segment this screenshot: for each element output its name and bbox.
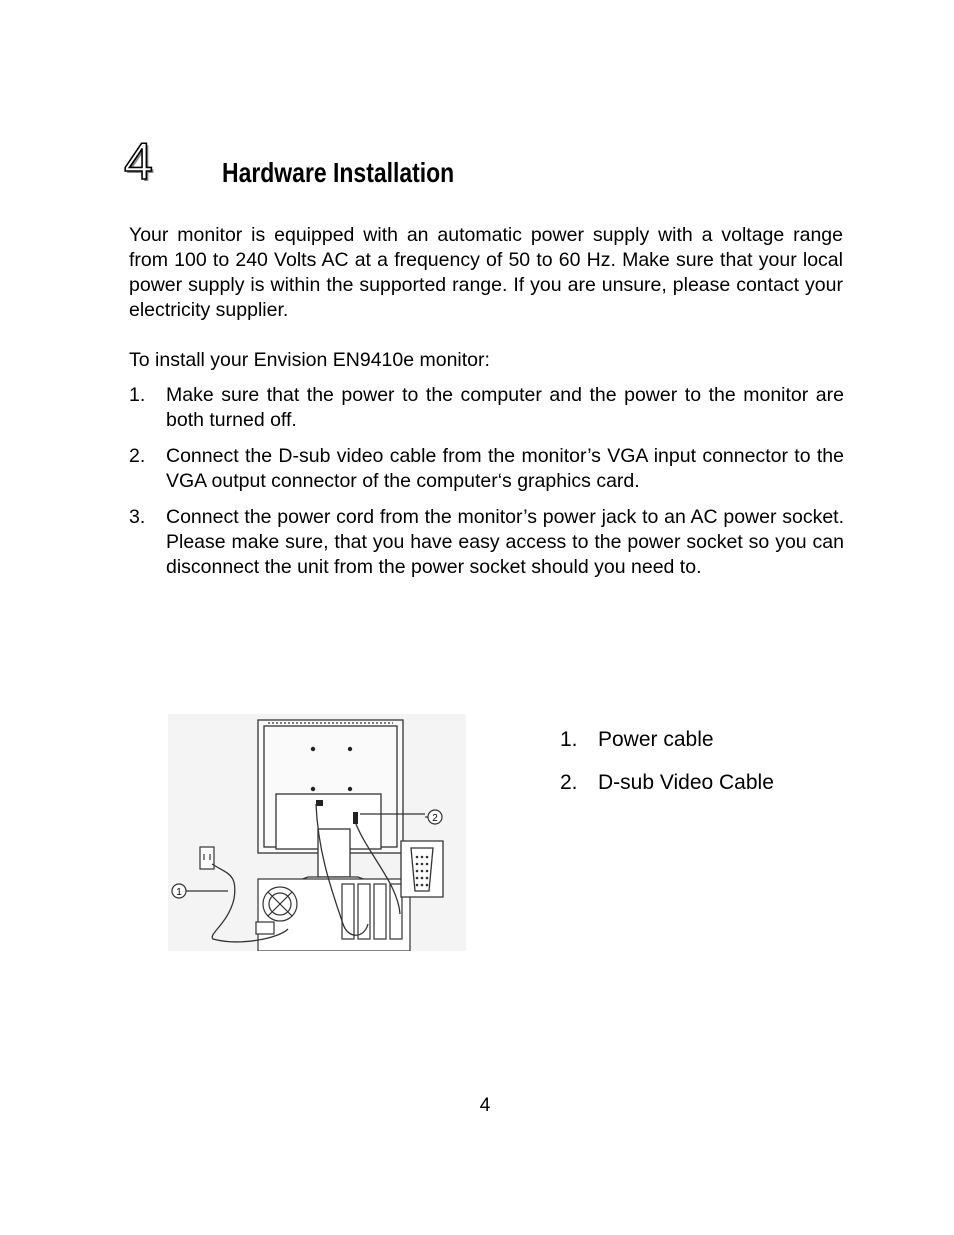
step-number: 1. (129, 384, 146, 406)
step-text: Connect the D-sub video cable from the monitor’s VGA input connector to the VGA output connector of the computer‘s graphics card. (166, 445, 844, 492)
step-item (129, 444, 844, 494)
step-text: Make sure that the power to the computer and the power to the monitor are both turned off. (166, 384, 844, 431)
legend-item (560, 770, 774, 796)
install-lead: To install your Envision EN9410e monitor: (129, 349, 490, 371)
callout-1 (172, 884, 186, 898)
legend-label: D-sub Video Cable (598, 771, 774, 794)
callout-1-label: 1 (176, 887, 182, 898)
step-item (129, 505, 844, 580)
step-text: Connect the power cord from the monitor’s power jack to an AC power socket. Please make sure, that you have easy access to the power socket so you can disconnect the unit from the power socket should you need to. (166, 506, 844, 578)
callout-2-label: 2 (432, 813, 438, 824)
page-number: 4 (479, 1095, 491, 1116)
intro-paragraph: Your monitor is equipped with an automatic power supply with a voltage range from 100 to 240 Volts AC at a frequency of 50 to 60 Hz. Make sure that your local power supply is within the supported range. If you are unsure, please contact your electricity supplier. (129, 224, 843, 321)
installation-diagram (168, 714, 466, 951)
step-item (129, 383, 844, 433)
step-number: 3. (129, 506, 146, 528)
wall-socket (200, 847, 214, 869)
chapter-title: Hardware Installation (222, 157, 455, 188)
vga-connector-detail (401, 841, 443, 897)
legend-number: 2. (560, 771, 578, 794)
callout-2 (428, 810, 442, 824)
figure-legend (560, 727, 774, 813)
step-number: 2. (129, 445, 146, 467)
computer-back (256, 879, 410, 951)
installation-steps (129, 383, 844, 591)
legend-item (560, 727, 774, 753)
chapter-number: 4 (124, 133, 153, 191)
legend-number: 1. (560, 728, 578, 751)
legend-label: Power cable (598, 728, 714, 751)
